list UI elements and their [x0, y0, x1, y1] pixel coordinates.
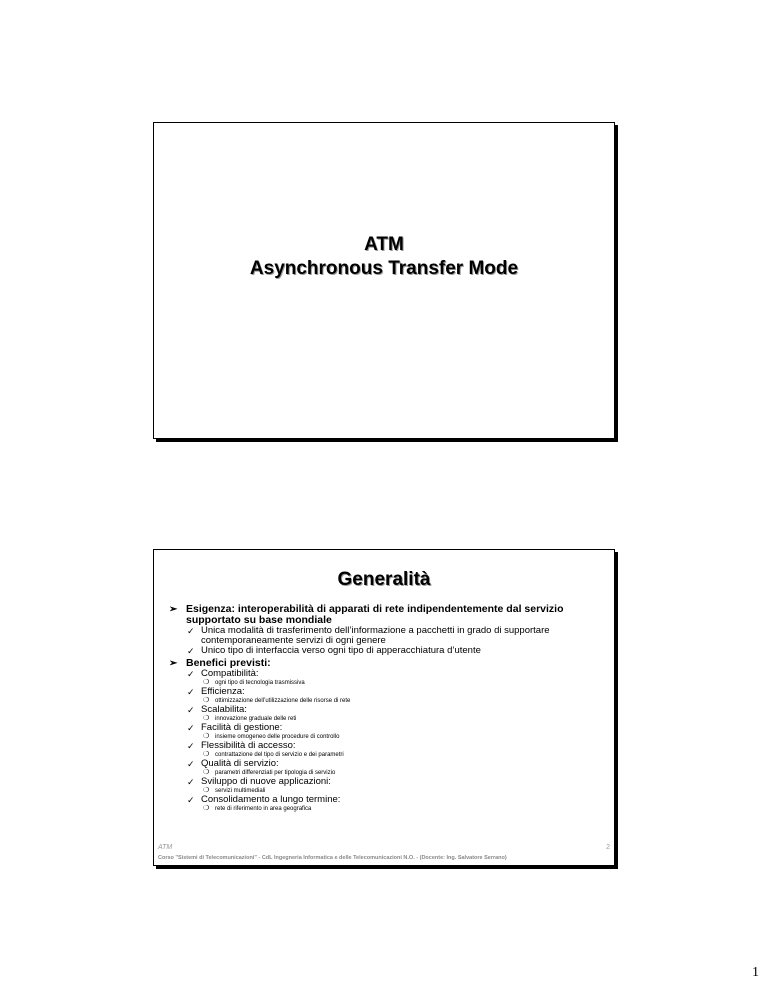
- circle-bullet-icon: ❍: [203, 751, 210, 758]
- bullet-text: Consolidamento a lungo termine:: [201, 794, 341, 805]
- check-bullet-icon: ✓: [187, 705, 195, 715]
- slide-2-title: Generalità: [337, 569, 431, 590]
- bullet-text: ottimizzazione dell’utilizzazione delle risorse di rete: [215, 698, 351, 704]
- circle-bullet-icon: ❍: [203, 679, 210, 686]
- circle-bullet-icon: ❍: [203, 787, 210, 794]
- bullet-text: Scalabilita:: [201, 704, 247, 715]
- slide-1-title: [154, 233, 614, 281]
- bullet-level-2: [169, 741, 602, 751]
- slide-footer-course: Corso "Sistemi di Telecomunicazioni" - CdL Ingegneria Informatica e delle Telecomunicazioni N.O. - (Docente: Ing. Salvatore Serrano): [158, 855, 507, 861]
- slide-footer-topic: ATM: [158, 844, 173, 851]
- bullet-text: parametri differenziati per tipologia di servizio: [215, 770, 336, 776]
- title-line-2: Asynchronous Transfer Mode: [249, 258, 519, 279]
- bullet-level-2: [169, 795, 602, 805]
- slide-number: 2: [606, 844, 610, 851]
- slide-2-bullet-list: [169, 602, 602, 813]
- title-line-1: ATM: [364, 234, 404, 255]
- bullet-level-2: [169, 777, 602, 787]
- bullet-text: Efficienza:: [201, 686, 245, 697]
- bullet-level-2: [169, 646, 602, 656]
- bullet-level-2: [169, 669, 602, 679]
- circle-bullet-icon: ❍: [203, 697, 210, 704]
- bullet-level-2: [169, 723, 602, 733]
- bullet-text: Qualità di servizio:: [201, 758, 279, 769]
- bullet-text: Benefici previsti:: [186, 657, 271, 669]
- check-bullet-icon: ✓: [187, 626, 195, 636]
- circle-bullet-icon: ❍: [203, 715, 210, 722]
- bullet-text: Flessibilità di accesso:: [201, 740, 296, 751]
- circle-bullet-icon: ❍: [203, 769, 210, 776]
- check-bullet-icon: ✓: [187, 646, 195, 656]
- check-bullet-icon: ✓: [187, 777, 195, 787]
- page-number: 1: [752, 965, 759, 980]
- bullet-text: Sviluppo di nuove applicazioni:: [201, 776, 331, 787]
- check-bullet-icon: ✓: [187, 669, 195, 679]
- bullet-text: innovazione graduale delle reti: [215, 716, 297, 722]
- circle-bullet-icon: ❍: [203, 805, 210, 812]
- check-bullet-icon: ✓: [187, 687, 195, 697]
- bullet-text: servizi multimediali: [215, 788, 266, 794]
- bullet-level-2: [169, 687, 602, 697]
- bullet-level-3: [169, 805, 602, 813]
- bullet-text: Esigenza: interoperabilità di apparati di rete indipendentemente dal servizio supportato su base mondiale: [186, 603, 564, 626]
- bullet-level-2: [169, 626, 602, 646]
- bullet-text: Facilità di gestione:: [201, 722, 283, 733]
- bullet-text: Compatibilità:: [201, 668, 259, 679]
- circle-bullet-icon: ❍: [203, 733, 210, 740]
- bullet-text: contrattazione del tipo di servizio e dei parametri: [215, 752, 344, 758]
- bullet-text: Unico tipo di interfaccia verso ogni tipo di apperacchiatura d’utente: [201, 645, 481, 656]
- check-bullet-icon: ✓: [187, 795, 195, 805]
- bullet-level-2: [169, 705, 602, 715]
- bullet-level-1: [169, 604, 602, 626]
- check-bullet-icon: ✓: [187, 741, 195, 751]
- bullet-text: Unica modalità di trasferimento dell’informazione a pacchetti in grado di supportare contemporaneamente servizi di ogni genere: [201, 625, 550, 646]
- bullet-text: rete di riferimento in area geografica: [215, 806, 312, 812]
- bullet-text: ogni tipo di tecnologia trasmissiva: [215, 680, 305, 686]
- arrow-bullet-icon: ➢: [169, 658, 178, 669]
- arrow-bullet-icon: ➢: [169, 604, 178, 615]
- check-bullet-icon: ✓: [187, 759, 195, 769]
- slide-1: [153, 122, 615, 439]
- check-bullet-icon: ✓: [187, 723, 195, 733]
- bullet-text: insieme omogeneo delle procedure di controllo: [215, 734, 340, 740]
- bullet-level-2: [169, 759, 602, 769]
- slide-2: [153, 549, 615, 866]
